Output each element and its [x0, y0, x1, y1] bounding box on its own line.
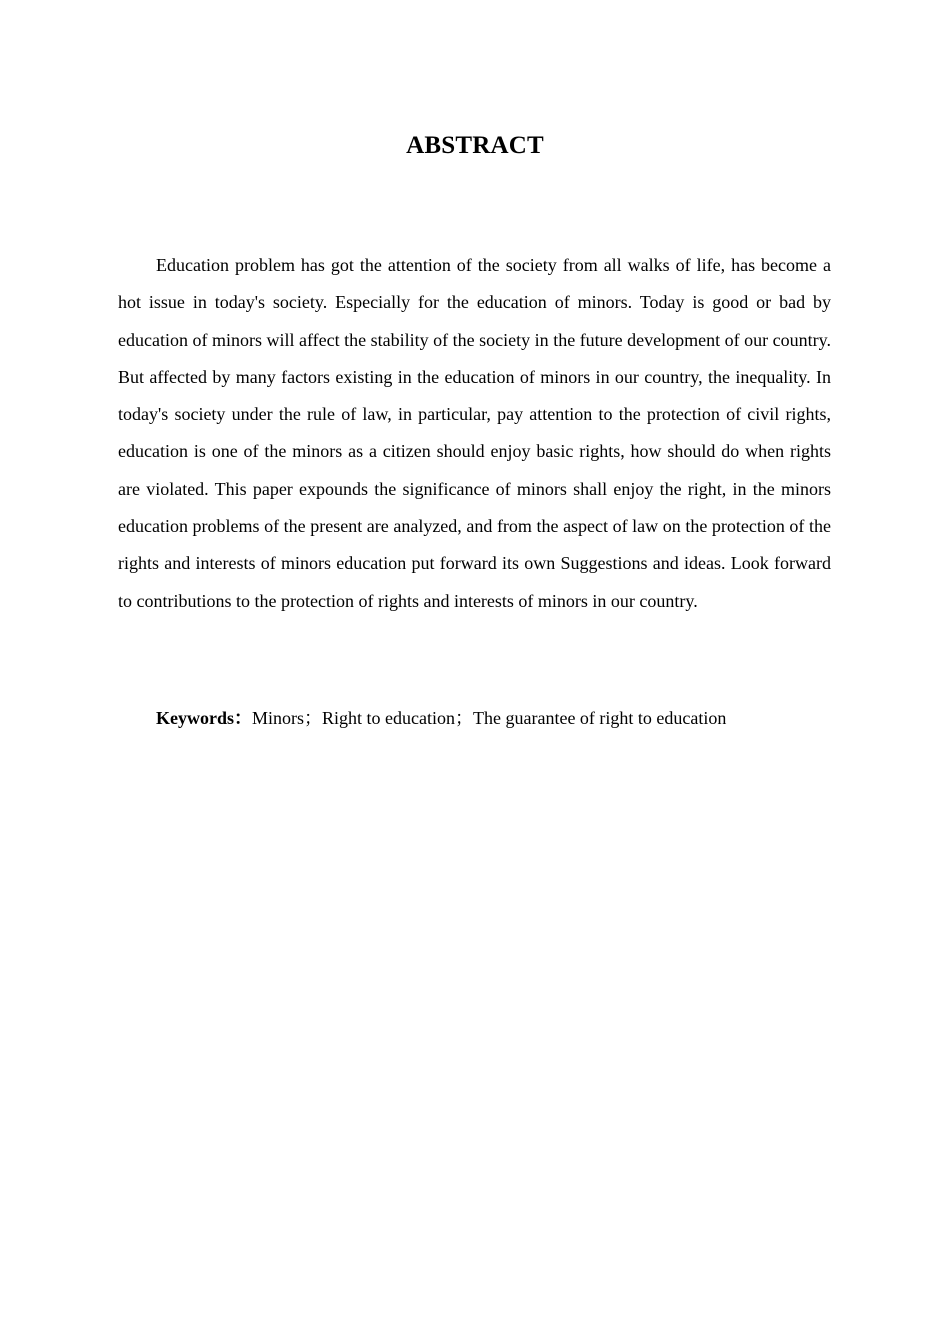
keyword-item: The guarantee of right to education: [473, 708, 727, 728]
keywords-label: Keywords：: [156, 708, 252, 728]
abstract-title: ABSTRACT: [406, 132, 544, 159]
keyword-separator: ；: [304, 708, 323, 728]
abstract-paragraph: Education problem has got the attention of the society from all walks of life, has become a hot issue in today's society. Especially for the education of minors. Today is good or bad by education of minors will affect the stability of the society in the future development of our country. But affected by many factors existing in the education of minors in our country, the inequality. In today's society under the rule of law, in particular, pay attention to the protection of civil rights, education is one of the minors as a citizen should enjoy basic rights, how should do when rights are violated. This paper expounds the significance of minors shall enjoy the right, in the minors education problems of the present are analyzed, and from the aspect of law on the protection of the rights and interests of minors education put forward its own Suggestions and ideas. Look forward to contributions to the protection of rights and interests of minors in our country.: [118, 255, 831, 611]
keyword-item: Right to education: [322, 708, 455, 728]
keyword-separator: ；: [455, 708, 473, 728]
keywords-line: [156, 700, 836, 737]
keyword-item: Minors: [252, 708, 305, 728]
